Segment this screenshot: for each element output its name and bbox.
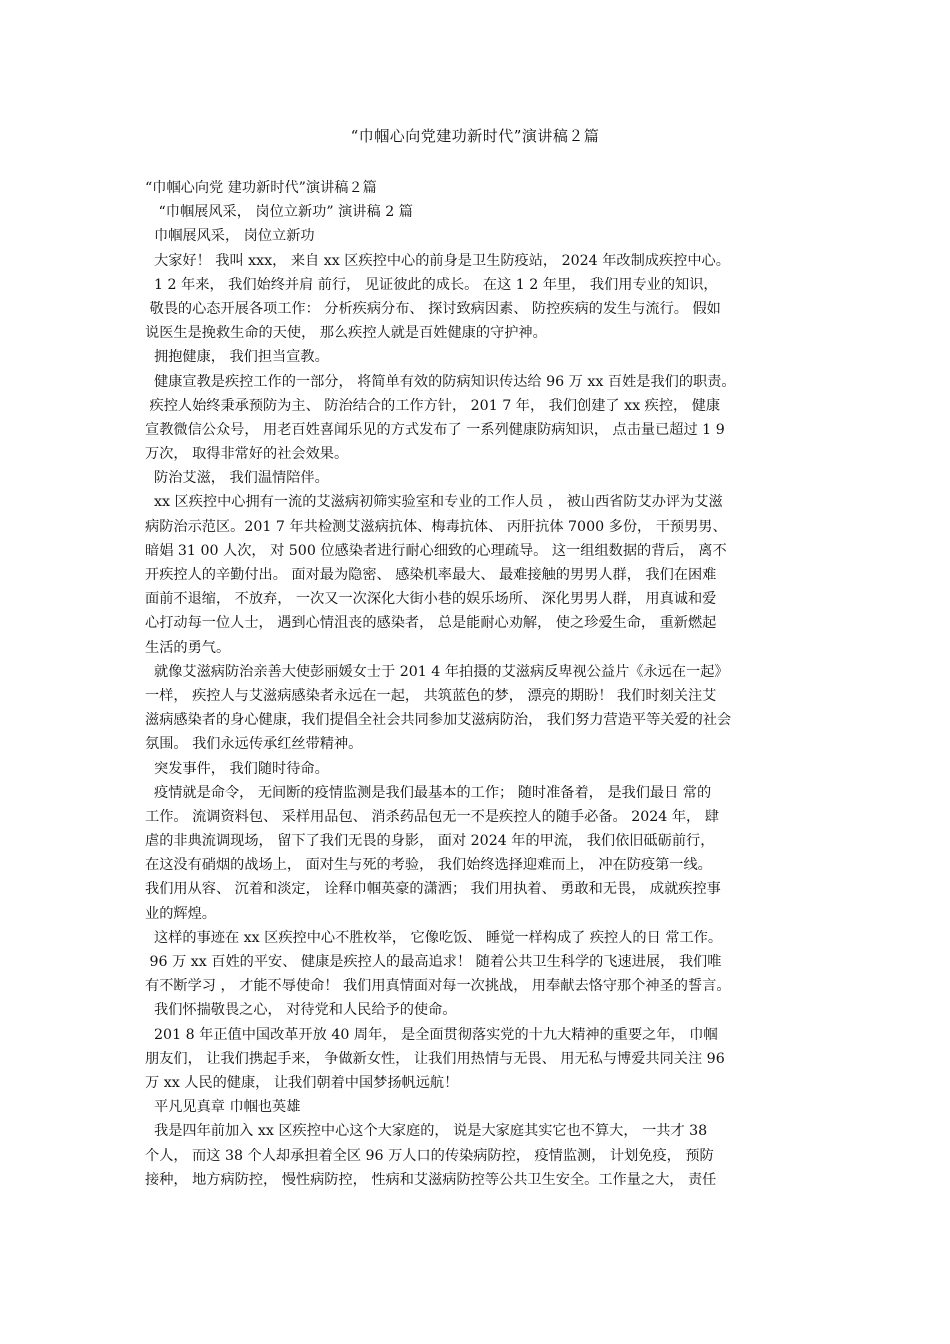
text-line: 万次， 取得非常好的社会效果。 bbox=[145, 446, 349, 463]
text-line: 生活的勇气。 bbox=[145, 639, 231, 656]
text-line: 病防治示范区。201 7 年共检测艾滋病抗体、梅毒抗体、 丙肝抗体 7000 多份， 干预男男、 bbox=[145, 518, 727, 535]
text-line: 拥抱健康， 我们担当宣教。 bbox=[145, 349, 329, 366]
text-line: 我是四年前加入 xx 区疾控中心这个大家庭的， 说是大家庭其实它也不算大， 一共才 38 bbox=[145, 1123, 708, 1140]
document-title: “巾帼心向党建功新时代”演讲稿２篇 bbox=[350, 127, 600, 145]
text-line: 突发事件， 我们随时待命。 bbox=[145, 760, 329, 777]
text-line: 96 万 xx 百姓的平安、 健康是疾控人的最高追求！ 随着公共卫生科学的飞速进展， 我们唯 bbox=[145, 954, 722, 970]
text-line: 朋友们， 让我们携起手来， 争做新女性， 让我们用热情与无畏、 用无私与博爱共同关注 96 bbox=[145, 1050, 725, 1067]
text-line: 就像艾滋病防治亲善大使彭丽媛女士于 201 4 年拍摄的艾滋病反卑视公益片《永远在一起》 bbox=[145, 663, 729, 680]
text-line: 敬畏的心态开展各项工作： 分析疾病分布、 探讨致病因素、 防控疾病的发生与流行。 假如 bbox=[145, 300, 721, 317]
text-line: 健康宣教是疾控工作的一部分， 将简单有效的防病知识传达给 96 万 xx 百姓是我们的职责。 bbox=[145, 373, 736, 390]
text-line: xx 区疾控中心拥有一流的艾滋病初筛实验室和专业的工作人员 ， 被山西省防艾办评为艾滋 bbox=[145, 494, 723, 511]
text-line: “巾帼心向党 建功新时代”演讲稿２篇 bbox=[145, 180, 377, 196]
text-line: 业的辉煌。 bbox=[145, 905, 216, 922]
text-line: 个人， 而这 38 个人却承担着全区 96 万人口的传染病防控， 疫情监测， 计划免疫， 预防 bbox=[145, 1147, 714, 1164]
text-line: 开疾控人的辛勤付出。 面对最为隐密、 感染机率最大、 最难接触的男男人群， 我们在困难 bbox=[145, 567, 717, 583]
text-line: 平凡见真章 巾帼也英雄 bbox=[145, 1099, 301, 1116]
document-body bbox=[145, 176, 813, 1192]
text-line: 说医生是挽救生命的天使， 那么疾控人就是百姓健康的守护神。 bbox=[145, 325, 547, 342]
text-line: 虐的非典流调现场， 留下了我们无畏的身影， 面对 2024 年的甲流， 我们依旧砥砺前行， bbox=[145, 833, 715, 850]
text-line: 在这没有硝烟的战场上， 面对生与死的考验， 我们始终选择迎难而上， 冲在防疫第一线。 bbox=[145, 857, 712, 874]
text-line: 疾控人始终秉承预防为主、 防治结合的工作方针， 201 7 年， 我们创建了 xx 疾控， 健康 bbox=[145, 397, 721, 414]
text-line: 防治艾滋， 我们温情陪伴。 bbox=[145, 470, 329, 487]
text-line: 面前不退缩， 不放弃， 一次又一次深化大街小巷的娱乐场所、 深化男男人群， 用真诚和爱 bbox=[145, 591, 717, 608]
text-line: 滋病感染者的身心健康，我们提倡全社会共同参加艾滋病防治， 我们努力营造平等关爱的社会 bbox=[145, 712, 732, 729]
text-line: 我们怀揣敬畏之心， 对待党和人民给予的使命。 bbox=[145, 1002, 457, 1019]
text-line: 201 8 年正值中国改革开放 40 周年， 是全面贯彻落实党的十九大精神的重要之年， 巾帼 bbox=[145, 1026, 718, 1043]
text-line: 这样的事迹在 xx 区疾控中心不胜枚举， 它像吃饭、 睡觉一样构成了 疾控人的日 常工作。 bbox=[145, 929, 723, 946]
text-line: 万 xx 人民的健康， 让我们朝着中国梦扬帆远航！ bbox=[145, 1074, 459, 1091]
text-line: “巾帼展风采， 岗位立新功” 演讲稿 2 篇 bbox=[145, 204, 413, 221]
text-line: 有不断学习 ， 才能不辱使命！ 我们用真情面对每一次挑战， 用奉献去恪守那个神圣的誓言。 bbox=[145, 978, 731, 995]
text-line: 我们用从容、 沉着和淡定， 诠释巾帼英豪的潇洒； 我们用执着、 勇敢和无畏， 成就疾控事 bbox=[145, 881, 721, 898]
text-line: 1 2 年来， 我们始终并肩 前行， 见证彼此的成长。 在这 1 2 年里， 我们用专业的知识， bbox=[145, 276, 718, 293]
text-line: 一样， 疾控人与艾滋病感染者永远在一起， 共筑蓝色的梦， 漂亮的期盼！ 我们时刻关注艾 bbox=[145, 687, 717, 704]
text-line: 氛围。 我们永远传承红丝带精神。 bbox=[145, 736, 363, 753]
text-line: 疫情就是命令， 无间断的疫情监测是我们最基本的工作； 随时准备着， 是我们最日 常的 bbox=[145, 784, 712, 801]
text-line: 工作。 流调资料包、 采样用品包、 消杀药品包无一不是疾控人的随手必备。 2024 年， 肆 bbox=[145, 808, 719, 825]
text-line: 暗娼 31 00 人次， 对 500 位感染者进行耐心细致的心理疏导。 这一组组数据的背后， 离不 bbox=[145, 542, 727, 559]
text-line: 接种， 地方病防控， 慢性病防控， 性病和艾滋病防控等公共卫生安全。工作量之大， 责任 bbox=[145, 1171, 717, 1188]
text-line: 巾帼展风采， 岗位立新功 bbox=[145, 228, 315, 245]
text-line: 宣教微信公众号， 用老百姓喜闻乐见的方式发布了 一系列健康防病知识， 点击量已超过 1 9 bbox=[145, 421, 725, 438]
text-line: 心打动每一位人士， 遇到心情沮丧的感染者， 总是能耐心劝解， 使之珍爱生命， 重新燃起 bbox=[145, 615, 717, 632]
text-line: 大家好！ 我叫 xxx， 来自 xx 区疾控中心的前身是卫生防疫站， 2024 年改制成疾控中心。 bbox=[145, 252, 730, 269]
